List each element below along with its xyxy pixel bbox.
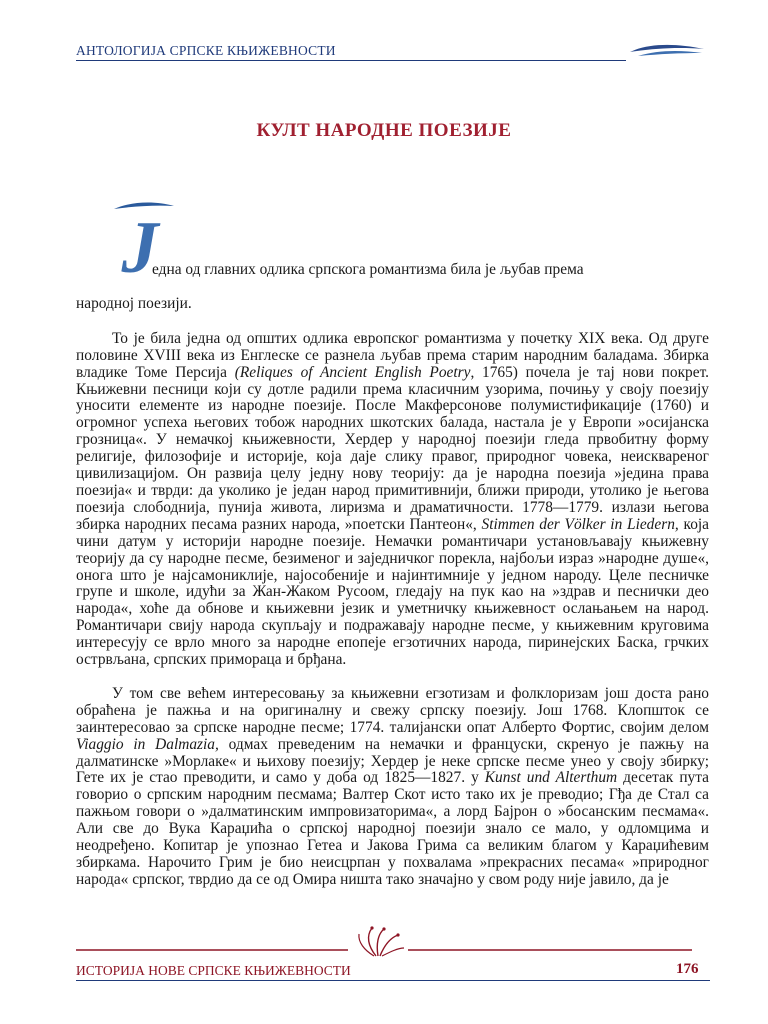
book-title: (Reliques of Ancient English Poetry [234, 363, 471, 381]
book-title: Stimmen der Völker in Liedern, [481, 515, 679, 533]
text-run: У том све већем интересовању за књижевни егзотизам и фолклоризам још доста рано обраћена је пажња и на оригиналну и свежу српску поезију. Још 1768. Клопшток се заинтересовао за српске народне песме; 1774. талијански опат Алберто Фортис, својим делом [76, 684, 709, 736]
text-run: десетак пута говорио о српским народним песмама; Валтер Скот исто тако их је преводио; Гђа де Стал са пажњом говори о »далматинским импровизаторима«, а лорд Бајрон о »босанским песмама«. Али све до Вука Караџића о српској народној поезији знало се мало, у одломцима и неодређено. Копитар је упознао Гетеа и Јакова Грима са великим благом у Караџићевим збиркама. Нарочито Грим је био неисцрпан у похвалама »прекрасних песама« »природног народа« српског, тврдио да се од Омира ништа тако значајно у свом роду није јавило, да је [76, 769, 709, 888]
text-run: одмах преведеним на немачки и француски, скренуо је пажњу на далматинске »Морлаке« и њихову поезију; Хердер је неке српске песме унео у своју збирку; Гете их је стао преводити, и само у доба од 1825—1827. у [76, 735, 709, 787]
paragraph-1 [76, 262, 709, 313]
flourish-ornament-icon [76, 926, 692, 962]
paragraph-1-line-2: народној поезији. [76, 294, 192, 312]
footer-divider [76, 980, 710, 981]
paragraph-2 [76, 331, 709, 669]
header-title: АНТОЛОГИЈА СРПСКЕ КЊИЖЕВНОСТИ [76, 43, 336, 58]
text-run: која чини датум у историји народне поезије. Немачки романтичари установљавају књижевну теорију да су народне песме, безименог и заједничког порекла, најбољи израз »народне душе«, онога што је најсамониклије, најособеније и најинтимније у једном народу. Целе песничке групе и школе, идући за Жан-Жаком Русоом, гледају на пук као на »здрав и песнички део народа«, хоће да обнове и књижевни језик и уметничку књижевност ослањањем на народ. Романтичари свију народа скупљају и подражавају народне песме, у књижевним круговима интересују се врло много за народне епопеје егзотичних народа, пиринејских Баска, грчких острвљана, српских примораца и брђана. [76, 515, 709, 669]
text-run: То је била једна од општих одлика европског романтизма у почетку XIX века. Од друге половине XVIII века из Енглеске се разнела љубав према старим народним баладама. Збирка владике Томе Персија [76, 329, 709, 381]
book-title: Kunst und Alterthum [484, 769, 618, 787]
paragraph-1-line-1: една од главних одлика српскога романтизма била је љубав према [152, 261, 584, 278]
page-number: 176 [676, 961, 699, 977]
text-run: , 1765) почела је тај нови покрет. Књижевни песници који су дотле радили према класичним узорима, почињу у своју поезију уносити елементе из народне поезије. После Макферсонове полумистификације (1760) и огромног успеха његових тобож народних шкотских балада, настала је у Европи »осијанска грозница«. У немачкој књижевности, Хердер у народној поезији гледа првобитну форму религије, филозофије и историје, која даје слику правог, природног човека, неисквареног цивилизацијом. Он развија целу једну нову теорију: да је народна поезија »једина права поезија« и тврди: да уколико је један народ примитивнији, ближи природи, утолико је његова поезија слободнија, пунија живота, лиризма и драматичности. 1778—1779. излази његова збирка народних песама разних народа, »поетски Пантеон«, [76, 363, 709, 533]
dropcap-letter: Ј [121, 207, 159, 278]
article-body [76, 262, 709, 906]
wave-ornament-icon [628, 40, 706, 62]
chapter-title: КУЛТ НАРОДНЕ ПОЕЗИЈЕ [256, 120, 512, 141]
paragraph-3 [76, 686, 709, 889]
header-divider [76, 60, 626, 61]
book-title: Viaggio in Dalmazia, [76, 735, 219, 753]
footer-title: ИСТОРИЈА НОВЕ СРПСКЕ КЊИЖЕВНОСТИ [76, 963, 351, 978]
